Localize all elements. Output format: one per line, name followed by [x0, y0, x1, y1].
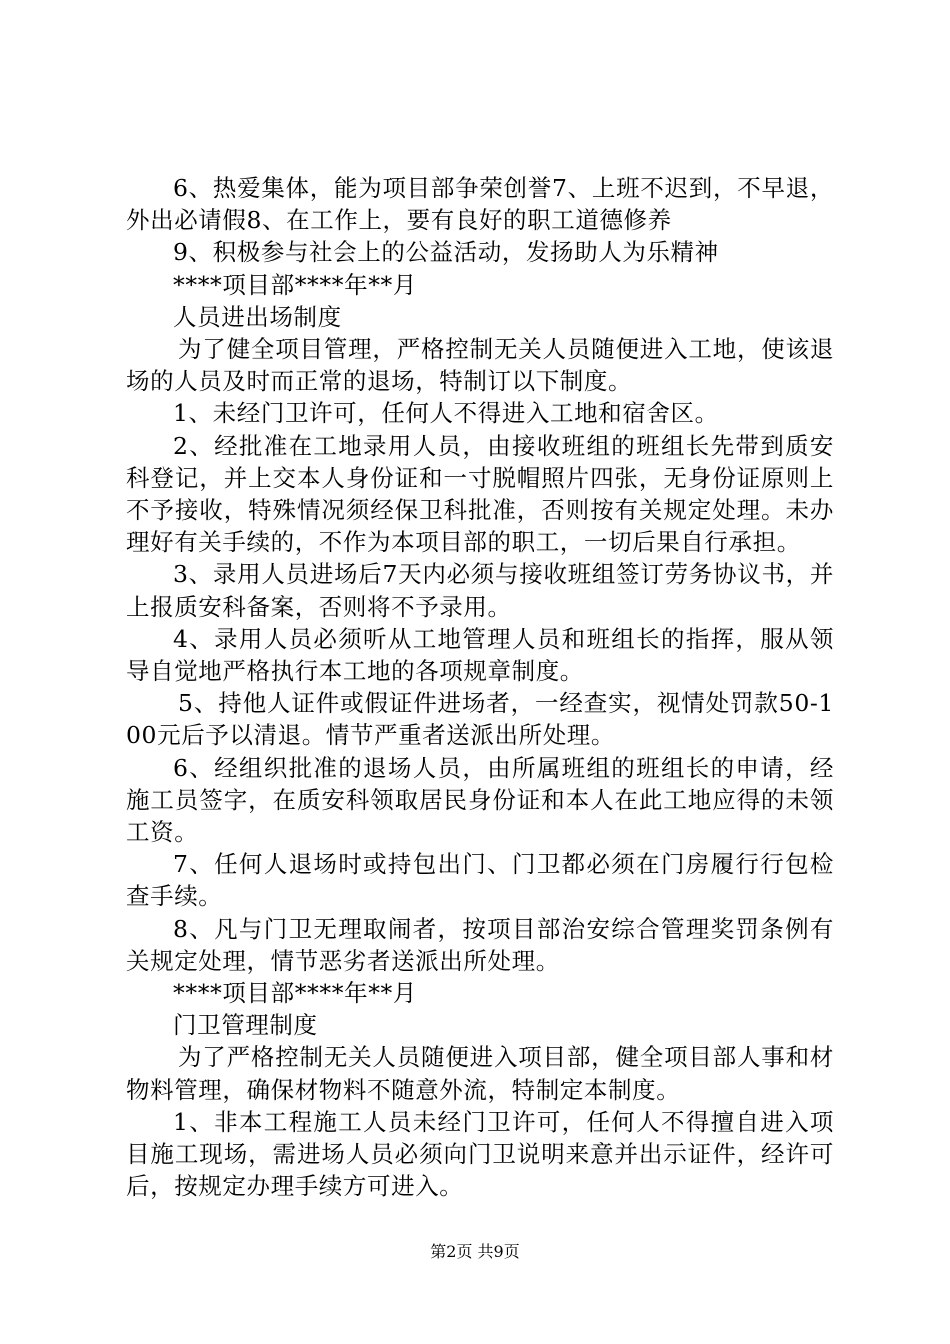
- section-heading: 门卫管理制度: [173, 1011, 318, 1040]
- signature-line: ****项目部****年**月: [173, 270, 417, 299]
- document-body: [126, 172, 834, 1203]
- paragraph: 1、非本工程施工人员未经门卫许可，任何人不得擅自进入项目施工现场，需进场人员必须向门卫说明来意并出示证件，经许可后，按规定办理手续方可进入。: [126, 1107, 834, 1201]
- paragraph: 7、任何人退场时或持包出门、门卫都必须在门房履行行包检查手续。: [126, 850, 834, 911]
- paragraph: 6、经组织批准的退场人员，由所属班组的班组长的申请，经施工员签字，在质安科领取居民身份证和本人在此工地应得的未领工资。: [126, 753, 834, 847]
- page-number: 第2页 共9页: [430, 1242, 520, 1261]
- paragraph: 3、录用人员进场后7天内必须与接收班组签订劳务协议书，并上报质安科备案，否则将不予录用。: [126, 560, 834, 621]
- paragraph: 4、录用人员必须听从工地管理人员和班组长的指挥，服从领导自觉地严格执行本工地的各项规章制度。: [126, 624, 834, 686]
- signature-line: ****项目部****年**月: [173, 979, 417, 1008]
- paragraph: 1、未经门卫许可，任何人不得进入工地和宿舍区。: [173, 399, 719, 428]
- paragraph: 为了严格控制无关人员随便进入项目部，健全项目部人事和材物料管理，确保材物料不随意外流，特制定本制度。: [126, 1043, 834, 1104]
- paragraph: 为了健全项目管理，严格控制无关人员随便进入工地，使该退场的人员及时而正常的退场，特制订以下制度。: [126, 335, 834, 396]
- paragraph: 8、凡与门卫无理取闹者，按项目部治安综合管理奖罚条例有关规定处理，情节恶劣者送派出所处理。: [126, 914, 834, 975]
- section-heading: 人员进出场制度: [173, 302, 342, 331]
- paragraph: 9、积极参与社会上的公益活动，发扬助人为乐精神: [173, 238, 719, 267]
- paragraph: 2、经批准在工地录用人员，由接收班组的班组长先带到质安科登记，并上交本人身份证和一寸脱帽照片四张，无身份证原则上不予接收，特殊情况须经保卫科批准，否则按有关规定处理。未办理好有关手续的，不作为本项目部的职工，一切后果自行承担。: [126, 431, 834, 557]
- paragraph: 6、热爱集体，能为项目部争荣创誉7、上班不迟到，不早退，外出必请假8、在工作上，要有良好的职工道德修养: [126, 174, 834, 235]
- paragraph: 5、持他人证件或假证件进场者，一经查实，视情处罚款50-100元后予以清退。情节严重者送派出所处理。: [126, 689, 834, 750]
